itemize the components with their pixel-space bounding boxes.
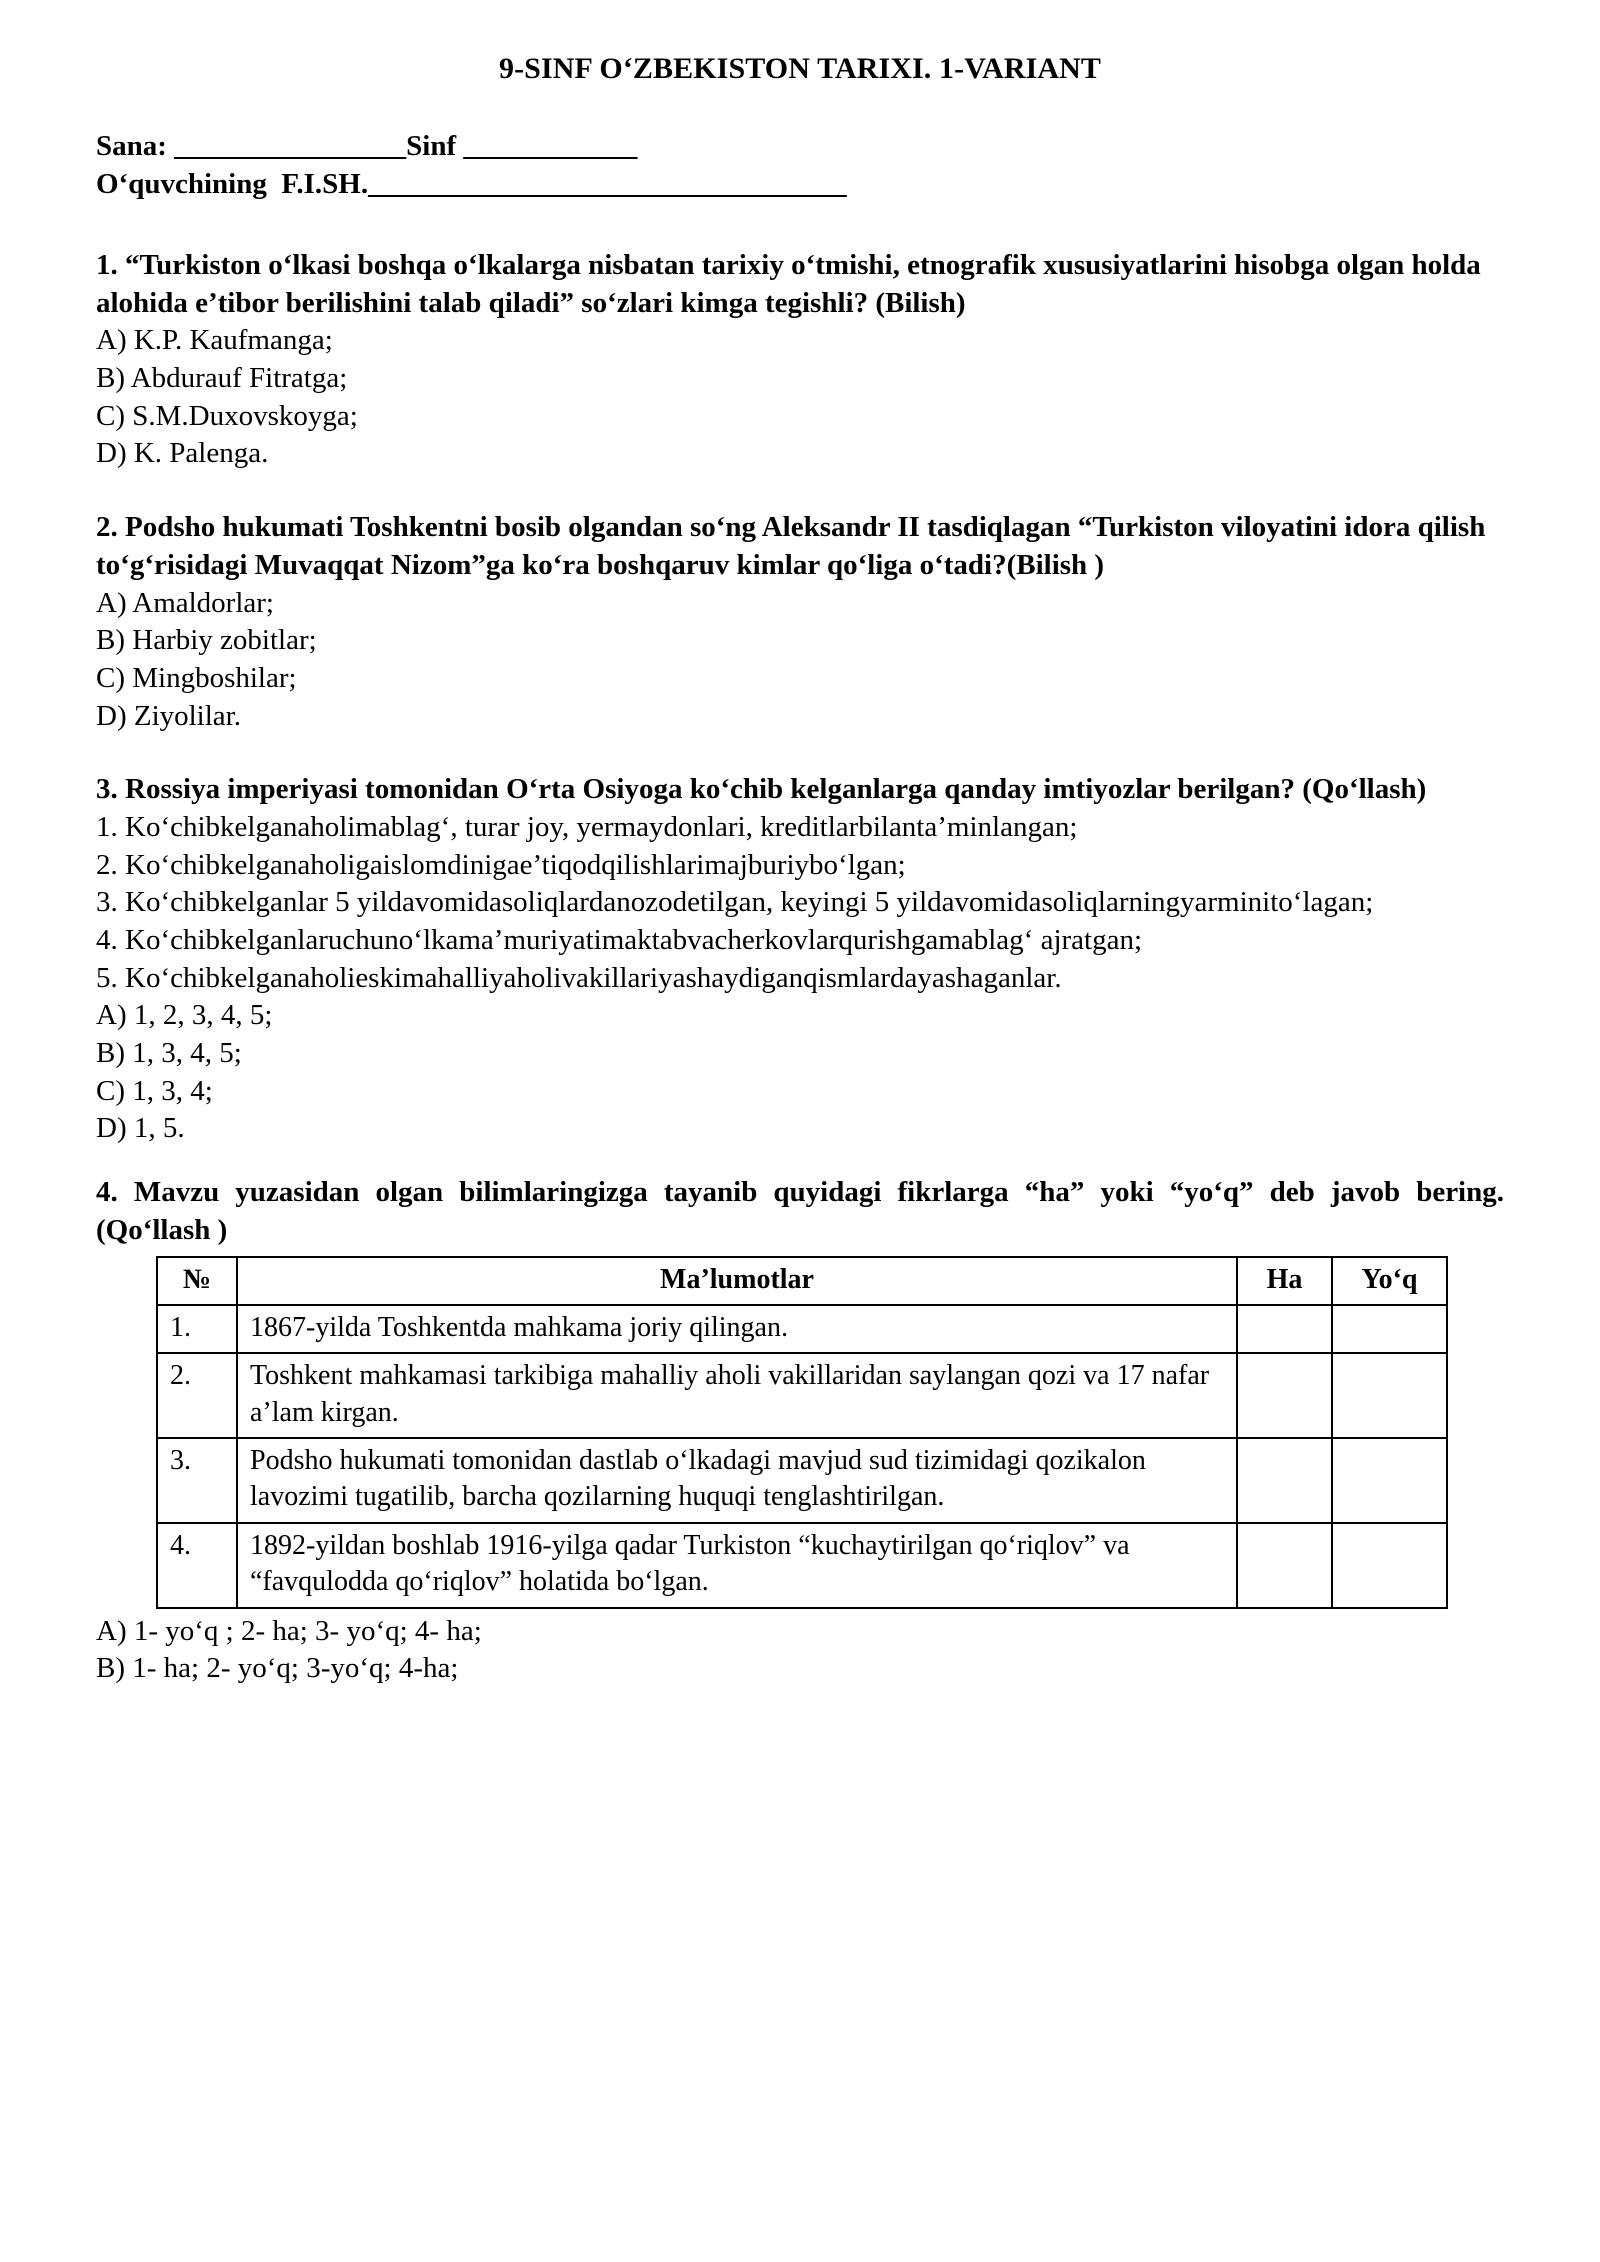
page-title: 9-SINF O‘ZBEKISTON TARIXI. 1-VARIANT <box>498 52 1102 85</box>
row-answer-no-cell[interactable] <box>1332 1523 1447 1608</box>
question-4-option-a[interactable]: A) 1- yo‘q ; 2- ha; 3- yo‘q; 4- ha; <box>96 1614 482 1647</box>
student-name-field-line[interactable]: O‘quvchining F.I.SH._________________________________ <box>96 167 847 200</box>
question-3-option-d[interactable]: D) 1, 5. <box>96 1112 185 1145</box>
question-1-option-d[interactable]: D) K. Palenga. <box>96 437 269 470</box>
question-3-option-c[interactable]: C) 1, 3, 4; <box>96 1074 213 1107</box>
table-row <box>157 1353 1447 1438</box>
row-statement: 1892-yildan boshlab 1916-yilga qadar Turkiston “kuchaytirilgan qo‘riqlov” va “favqulodda qo‘riqlov” holatida bo‘lgan. <box>237 1523 1237 1608</box>
column-header-yes: Ha <box>1237 1257 1332 1305</box>
question-3 <box>96 771 1504 1148</box>
row-number: 2. <box>157 1353 237 1438</box>
question-1-stem: 1. “Turkiston o‘lkasi boshqa o‘lkalarga nisbatan tarixiy o‘tmishi, etnografik xususiyatlarini hisobga olgan holda alohida e’tibor berilishini talab qiladi” so‘zlari kimga tegishli? (Bilish) <box>96 249 1481 319</box>
table-header-row <box>157 1257 1447 1305</box>
section-spacer <box>96 761 1504 771</box>
student-meta-block <box>96 127 1504 204</box>
row-answer-yes-cell[interactable] <box>1237 1353 1332 1438</box>
table-row <box>157 1305 1447 1353</box>
row-statement: Toshkent mahkamasi tarkibiga mahalliy aholi vakillaridan saylangan qozi va 17 nafar a’lam kirgan. <box>237 1353 1237 1438</box>
question-2-option-a[interactable]: A) Amaldorlar; <box>96 586 274 619</box>
row-answer-no-cell[interactable] <box>1332 1438 1447 1523</box>
question-1-option-b[interactable]: B) Abdurauf Fitratga; <box>96 362 348 395</box>
question-1 <box>96 247 1504 473</box>
question-2-stem: 2. Podsho hukumati Toshkentni bosib olgandan so‘ng Aleksandr II tasdiqlagan “Turkiston viloyatini idora qilish to‘g‘risidagi Muvaqqat Nizom”ga ko‘ra boshqaruv kimlar qo‘liga o‘tadi?(Bilish ) <box>96 511 1486 581</box>
question-2-option-b[interactable]: B) Harbiy zobitlar; <box>96 624 317 657</box>
question-3-option-a[interactable]: A) 1, 2, 3, 4, 5; <box>96 999 273 1032</box>
question-3-statement-1: 1. Ko‘chibkelganaholimablag‘, turar joy, yermaydonlari, kreditlarbilanta’minlangan; <box>96 810 1078 843</box>
question-3-statement-3: 3. Ko‘chibkelganlar 5 yildavomidasoliqlardanozodetilgan, keyingi 5 yildavomidasoliqlarningyarminito‘lagan; <box>96 886 1374 919</box>
question-4 <box>96 1174 1504 1688</box>
row-answer-no-cell[interactable] <box>1332 1353 1447 1438</box>
question-1-option-a[interactable]: A) K.P. Kaufmanga; <box>96 324 333 357</box>
row-answer-yes-cell[interactable] <box>1237 1305 1332 1353</box>
row-statement: 1867-yilda Toshkentda mahkama joriy qilingan. <box>237 1305 1237 1353</box>
column-header-information: Ma’lumotlar <box>237 1257 1237 1305</box>
question-2 <box>96 509 1504 735</box>
table-row <box>157 1438 1447 1523</box>
row-number: 4. <box>157 1523 237 1608</box>
row-number: 1. <box>157 1305 237 1353</box>
question-4-stem: 4. Mavzu yuzasidan olgan bilimlaringizga tayanib quyidagi fikrlarga “ha” yoki “yo‘q” deb javob bering. (Qo‘llash ) <box>96 1176 1504 1246</box>
question-1-option-c[interactable]: C) S.M.Duxovskoyga; <box>96 399 358 432</box>
question-3-statement-4: 4. Ko‘chibkelganlaruchuno‘lkama’muriyatimaktabvacherkovlarqurishgamablag‘ ajratgan; <box>96 924 1143 957</box>
table-row <box>157 1523 1447 1608</box>
column-header-no-answer: Yo‘q <box>1332 1257 1447 1305</box>
question-4-option-b[interactable]: B) 1- ha; 2- yo‘q; 3-yo‘q; 4-ha; <box>96 1652 459 1685</box>
question-3-statement-2: 2. Ko‘chibkelganaholigaislomdinigae’tiqodqilishlarimajburiybo‘lgan; <box>96 848 906 881</box>
question-4-facts-table <box>156 1256 1448 1609</box>
question-3-stem: 3. Rossiya imperiyasi tomonidan O‘rta Osiyoga ko‘chib kelganlarga qanday imtiyozlar berilgan? (Qo‘llash) <box>96 773 1427 806</box>
row-answer-yes-cell[interactable] <box>1237 1438 1332 1523</box>
row-answer-yes-cell[interactable] <box>1237 1523 1332 1608</box>
row-answer-no-cell[interactable] <box>1332 1305 1447 1353</box>
column-header-no: № <box>157 1257 237 1305</box>
question-3-option-b[interactable]: B) 1, 3, 4, 5; <box>96 1037 242 1070</box>
row-number: 3. <box>157 1438 237 1523</box>
row-statement: Podsho hukumati tomonidan dastlab o‘lkadagi mavjud sud tizimidagi qozikalon lavozimi tugatilib, barcha qozilarning huquqi tenglashtirilgan. <box>237 1438 1237 1523</box>
question-2-option-d[interactable]: D) Ziyolilar. <box>96 699 241 732</box>
question-3-statement-5: 5. Ko‘chibkelganaholieskimahalliyaholivakillariyashaydiganqismlardayashaganlar. <box>96 961 1062 994</box>
section-spacer <box>96 499 1504 509</box>
question-2-option-c[interactable]: C) Mingboshilar; <box>96 661 297 694</box>
date-class-field-line[interactable]: Sana: ________________Sinf ____________ <box>96 129 638 162</box>
